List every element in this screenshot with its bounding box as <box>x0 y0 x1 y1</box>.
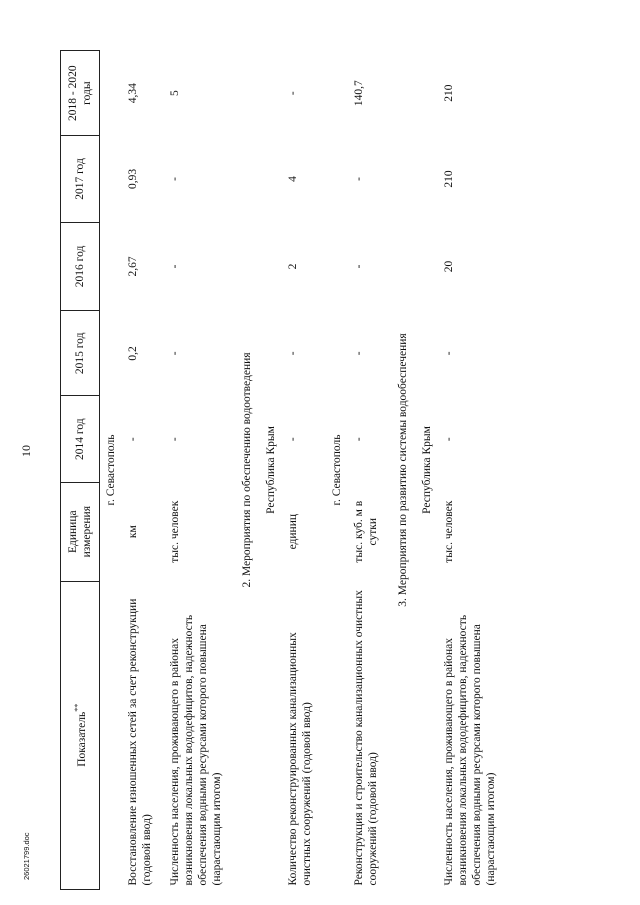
value-cell: 0,93 <box>127 168 139 190</box>
indicator-cell: Численность населения, проживающего в районах возникновения локальных вододефицитов, надежность обеспечения водными ресурсами которого повышена (нарастающим итогом) <box>169 614 223 886</box>
value-cell: - <box>169 177 181 181</box>
value-cell: 210 <box>443 170 455 188</box>
table-row <box>124 51 166 890</box>
value-cell: - <box>353 177 365 181</box>
value-cell: - <box>287 91 299 96</box>
value-cell: 20 <box>443 260 455 273</box>
value-cell: 2 <box>287 263 299 270</box>
value-cell: - <box>127 437 139 442</box>
indicator-cell: Численность населения, проживающего в районах возникновения локальных вододефицитов, надежность обеспечения водными ресурсами которого повышена (нарастающим итогом) <box>443 614 497 886</box>
indicator-cell: Реконструкция и строительство канализационных очистных сооружений (годовой ввод) <box>353 590 379 886</box>
value-cell: 5 <box>169 90 181 97</box>
region-heading: г. Севастополь <box>105 434 117 506</box>
header-year-2014: 2014 год <box>61 396 100 482</box>
unit-cell: тыс. человек <box>169 500 181 563</box>
table-header-row <box>61 51 100 890</box>
value-cell: - <box>353 264 365 269</box>
section-heading: 2. Мероприятия по обеспечению водоотведения <box>241 352 253 588</box>
value-cell: 140,7 <box>353 80 365 107</box>
value-cell: - <box>169 437 181 442</box>
section-heading-row <box>236 51 260 890</box>
value-cell: 0,2 <box>127 346 139 361</box>
region-heading-row <box>100 51 125 890</box>
page-number-text: 10 <box>19 445 33 457</box>
value-cell: - <box>443 351 455 356</box>
region-heading-row <box>260 51 284 890</box>
value-cell: 4,34 <box>127 83 139 104</box>
region-heading: Республика Крым <box>265 426 277 514</box>
indicators-table <box>60 50 510 890</box>
value-cell: - <box>169 264 181 269</box>
table-row <box>350 51 392 890</box>
region-heading: Республика Крым <box>421 426 433 514</box>
header-unit: Единица измерения <box>61 482 100 581</box>
value-cell: - <box>169 351 181 356</box>
unit-cell: единиц <box>287 513 299 550</box>
header-indicator: Показатель** <box>61 581 100 889</box>
header-indicator-mark: ** <box>73 703 83 712</box>
header-year-2017: 2017 год <box>61 136 100 222</box>
header-year-2018-2020: 2018 - 2020 годы <box>61 51 100 136</box>
header-year-2016: 2016 год <box>61 222 100 311</box>
unit-cell: тыс. куб. м в сутки <box>353 500 379 563</box>
region-heading-row <box>416 51 440 890</box>
section-heading: 3. Мероприятия по развитию системы водообеспечения <box>397 333 409 607</box>
value-cell: - <box>443 437 455 442</box>
indicator-cell: Восстановление изношенных сетей за счет реконструкции (годовой ввод) <box>127 598 153 886</box>
value-cell: - <box>353 437 365 442</box>
table-body <box>100 51 511 890</box>
rotated-page <box>60 50 580 890</box>
header-year-2015: 2015 год <box>61 311 100 396</box>
table-row <box>440 51 510 890</box>
indicator-cell: Количество реконструированных канализационных очистных сооружений (годовой ввод) <box>287 632 313 886</box>
region-heading: г. Севастополь <box>331 434 343 506</box>
value-cell: 4 <box>287 176 299 182</box>
value-cell: 210 <box>443 84 455 102</box>
unit-cell: км <box>127 525 139 539</box>
value-cell: - <box>287 351 299 356</box>
section-heading-row <box>392 51 416 890</box>
region-heading-row <box>326 51 350 890</box>
value-cell: - <box>287 437 299 442</box>
value-cell: 2,67 <box>127 256 139 277</box>
value-cell: - <box>353 351 365 356</box>
table-row <box>166 51 236 890</box>
table-row <box>284 51 326 890</box>
unit-cell: тыс. человек <box>443 500 455 563</box>
